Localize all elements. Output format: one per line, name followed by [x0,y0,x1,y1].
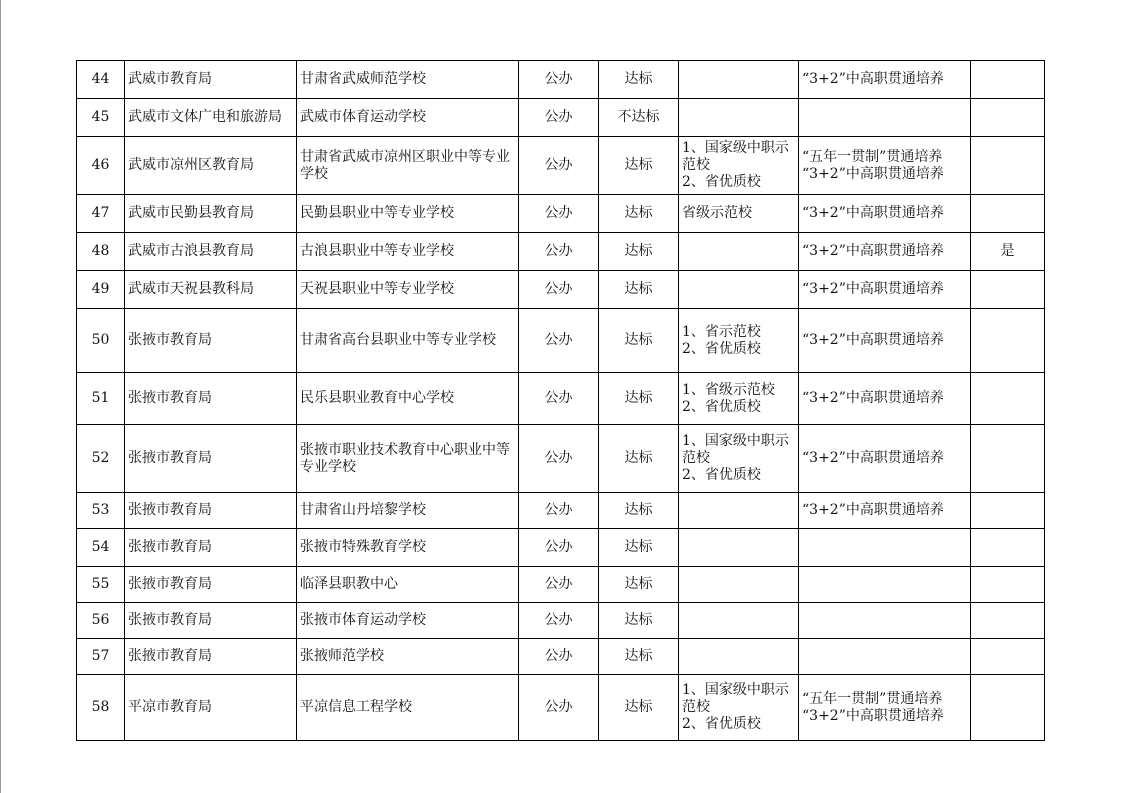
training-mode-cell: “3+2”中高职贯通培养 [799,195,971,233]
table-row [77,61,1045,99]
standard-status-cell: 达标 [599,195,679,233]
school-level-cell: 1、省级示范校 2、省优质校 [679,373,799,425]
school-type-cell: 公办 [519,195,599,233]
school-name-cell: 甘肃省武威市凉州区职业中等专业学校 [297,137,519,195]
school-type-cell: 公办 [519,233,599,271]
school-name-cell: 平凉信息工程学校 [297,675,519,741]
flag-cell [971,137,1045,195]
school-type-cell: 公办 [519,493,599,529]
standard-status-cell: 达标 [599,639,679,675]
school-type-cell: 公办 [519,425,599,493]
standard-status-cell: 达标 [599,425,679,493]
authority-cell: 武威市凉州区教育局 [125,137,297,195]
standard-status-cell: 达标 [599,373,679,425]
table-row [77,529,1045,567]
training-mode-cell [799,99,971,137]
row-number: 53 [77,493,125,529]
authority-cell: 张掖市教育局 [125,373,297,425]
school-level-cell: 省级示范校 [679,195,799,233]
training-mode-cell: “3+2”中高职贯通培养 [799,271,971,309]
school-name-cell: 甘肃省武威师范学校 [297,61,519,99]
table-row [77,567,1045,603]
table-row [77,309,1045,373]
school-level-cell [679,529,799,567]
training-mode-cell: “3+2”中高职贯通培养 [799,61,971,99]
standard-status-cell: 达标 [599,271,679,309]
school-name-cell: 古浪县职业中等专业学校 [297,233,519,271]
flag-cell [971,195,1045,233]
authority-cell: 张掖市教育局 [125,493,297,529]
school-level-cell [679,639,799,675]
row-number: 54 [77,529,125,567]
standard-status-cell: 达标 [599,233,679,271]
authority-cell: 张掖市教育局 [125,309,297,373]
flag-cell: 是 [971,233,1045,271]
authority-cell: 张掖市教育局 [125,529,297,567]
training-mode-cell: “五年一贯制”贯通培养 “3+2”中高职贯通培养 [799,137,971,195]
school-level-cell: 1、省示范校 2、省优质校 [679,309,799,373]
training-mode-cell: “3+2”中高职贯通培养 [799,425,971,493]
row-number: 51 [77,373,125,425]
school-name-cell: 张掖市职业技术教育中心职业中等专业学校 [297,425,519,493]
table-row [77,603,1045,639]
training-mode-cell: “3+2”中高职贯通培养 [799,493,971,529]
table-row [77,99,1045,137]
school-level-cell: 1、国家级中职示范校 2、省优质校 [679,675,799,741]
flag-cell [971,529,1045,567]
training-mode-cell [799,603,971,639]
authority-cell: 武威市教育局 [125,61,297,99]
row-number: 45 [77,99,125,137]
school-level-cell: 1、国家级中职示范校 2、省优质校 [679,137,799,195]
flag-cell [971,309,1045,373]
school-name-cell: 张掖师范学校 [297,639,519,675]
school-name-cell: 甘肃省高台县职业中等专业学校 [297,309,519,373]
row-number: 55 [77,567,125,603]
school-type-cell: 公办 [519,675,599,741]
table-row [77,425,1045,493]
standard-status-cell: 达标 [599,529,679,567]
flag-cell [971,603,1045,639]
row-number: 48 [77,233,125,271]
table-body [77,61,1045,741]
row-number: 44 [77,61,125,99]
authority-cell: 张掖市教育局 [125,603,297,639]
school-name-cell: 张掖市体育运动学校 [297,603,519,639]
row-number: 46 [77,137,125,195]
school-level-cell [679,493,799,529]
table-row [77,271,1045,309]
school-type-cell: 公办 [519,271,599,309]
school-name-cell: 临泽县职教中心 [297,567,519,603]
school-type-cell: 公办 [519,373,599,425]
school-level-cell [679,99,799,137]
training-mode-cell [799,529,971,567]
school-level-cell [679,233,799,271]
authority-cell: 武威市天祝县教科局 [125,271,297,309]
authority-cell: 武威市文体广电和旅游局 [125,99,297,137]
flag-cell [971,639,1045,675]
standard-status-cell: 达标 [599,675,679,741]
school-name-cell: 天祝县职业中等专业学校 [297,271,519,309]
school-type-cell: 公办 [519,309,599,373]
table-row [77,137,1045,195]
school-type-cell: 公办 [519,137,599,195]
training-mode-cell: “五年一贯制”贯通培养 “3+2”中高职贯通培养 [799,675,971,741]
school-level-cell [679,603,799,639]
row-number: 50 [77,309,125,373]
flag-cell [971,493,1045,529]
school-name-cell: 张掖市特殊教育学校 [297,529,519,567]
table-row [77,233,1045,271]
flag-cell [971,373,1045,425]
flag-cell [971,61,1045,99]
school-level-cell: 1、国家级中职示范校 2、省优质校 [679,425,799,493]
standard-status-cell: 达标 [599,493,679,529]
school-name-cell: 甘肃省山丹培黎学校 [297,493,519,529]
school-type-cell: 公办 [519,99,599,137]
table-row [77,675,1045,741]
standard-status-cell: 达标 [599,137,679,195]
school-level-cell [679,271,799,309]
table-row [77,373,1045,425]
row-number: 58 [77,675,125,741]
authority-cell: 张掖市教育局 [125,639,297,675]
training-mode-cell [799,567,971,603]
standard-status-cell: 不达标 [599,99,679,137]
row-number: 49 [77,271,125,309]
row-number: 47 [77,195,125,233]
school-name-cell: 民乐县职业教育中心学校 [297,373,519,425]
school-table [76,60,1045,741]
authority-cell: 张掖市教育局 [125,567,297,603]
school-type-cell: 公办 [519,639,599,675]
table-row [77,195,1045,233]
school-type-cell: 公办 [519,567,599,603]
school-name-cell: 民勤县职业中等专业学校 [297,195,519,233]
school-type-cell: 公办 [519,603,599,639]
training-mode-cell: “3+2”中高职贯通培养 [799,309,971,373]
table-row [77,493,1045,529]
row-number: 57 [77,639,125,675]
training-mode-cell: “3+2”中高职贯通培养 [799,233,971,271]
school-type-cell: 公办 [519,529,599,567]
training-mode-cell: “3+2”中高职贯通培养 [799,373,971,425]
school-name-cell: 武威市体育运动学校 [297,99,519,137]
flag-cell [971,567,1045,603]
page-edge [0,0,1,793]
school-level-cell [679,567,799,603]
standard-status-cell: 达标 [599,603,679,639]
authority-cell: 武威市民勤县教育局 [125,195,297,233]
row-number: 52 [77,425,125,493]
standard-status-cell: 达标 [599,567,679,603]
training-mode-cell [799,639,971,675]
school-type-cell: 公办 [519,61,599,99]
row-number: 56 [77,603,125,639]
authority-cell: 张掖市教育局 [125,425,297,493]
flag-cell [971,675,1045,741]
authority-cell: 武威市古浪县教育局 [125,233,297,271]
authority-cell: 平凉市教育局 [125,675,297,741]
table-row [77,639,1045,675]
school-level-cell [679,61,799,99]
standard-status-cell: 达标 [599,61,679,99]
flag-cell [971,425,1045,493]
flag-cell [971,99,1045,137]
flag-cell [971,271,1045,309]
standard-status-cell: 达标 [599,309,679,373]
